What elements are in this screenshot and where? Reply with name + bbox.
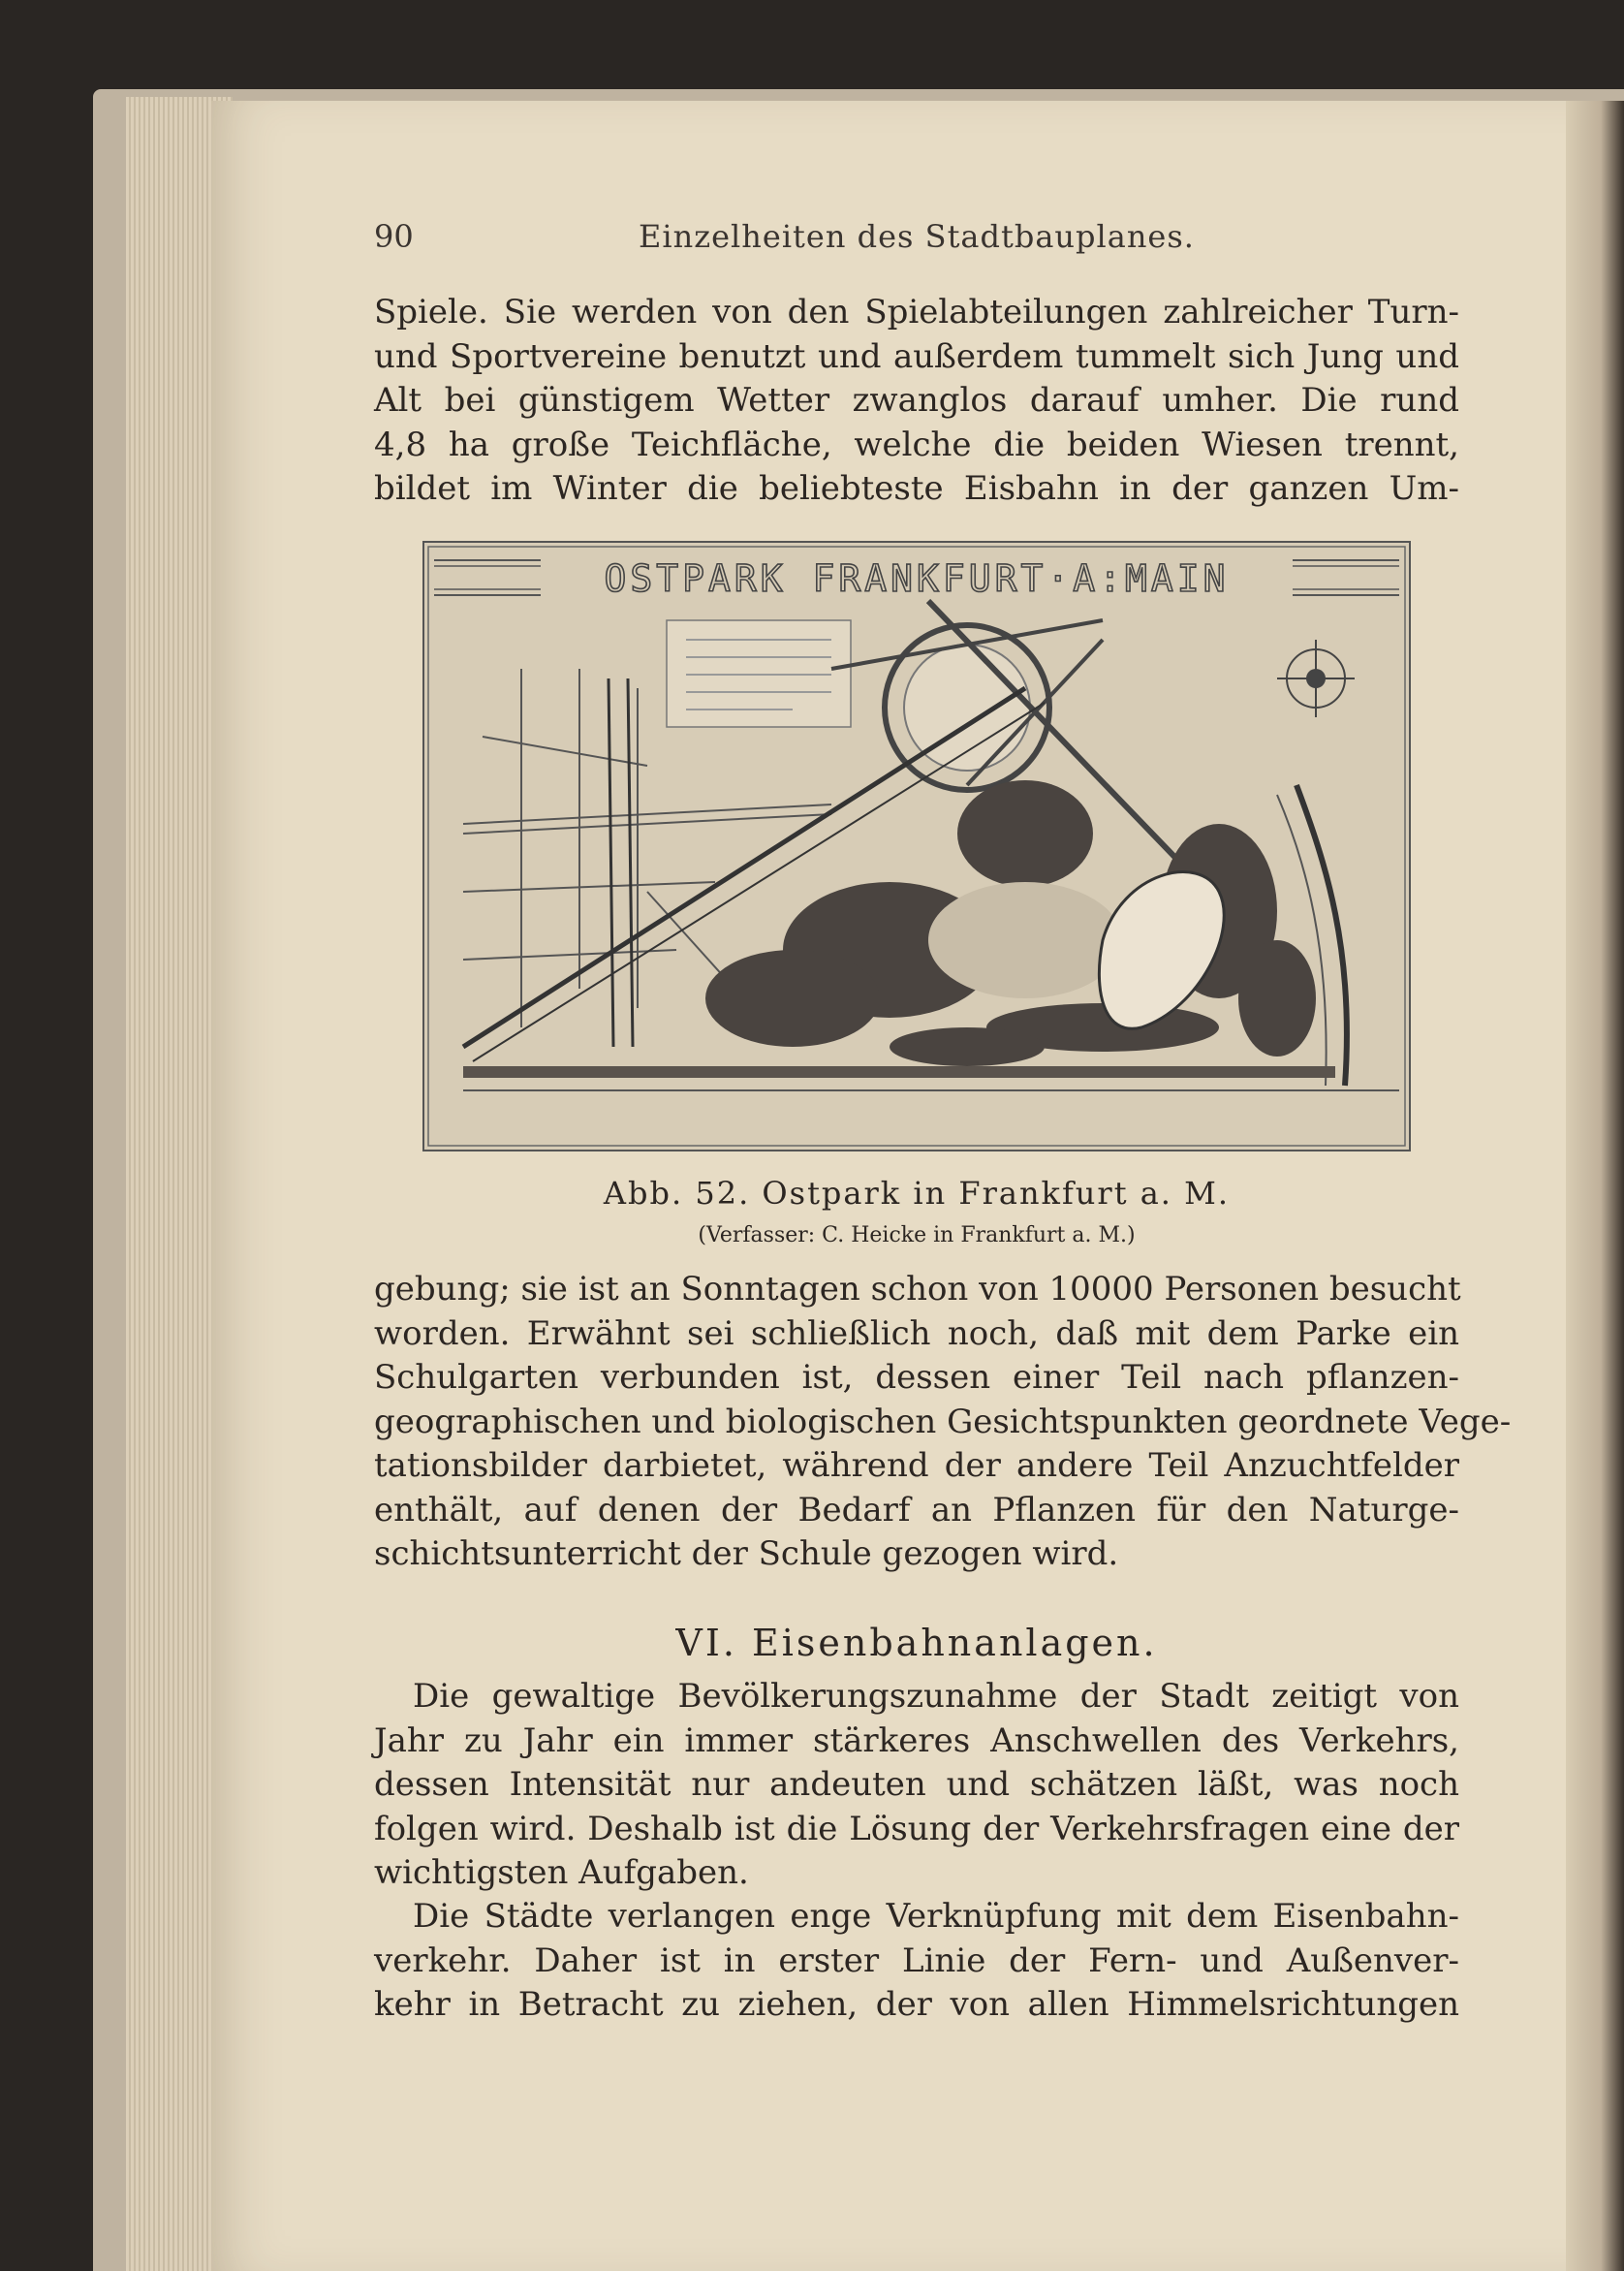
- paragraph-4: [374, 1895, 1459, 2028]
- text-line: Die gewaltige Bevölkerungszunahme der Stadt zeitigt von: [413, 1677, 1459, 1716]
- figure-credit: (Verfasser: C. Heicke in Frankfurt a. M.): [698, 1223, 1136, 1247]
- text-line: folgen wird. Deshalb ist die Lösung der Verkehrsfragen eine der: [374, 1809, 1459, 1848]
- text-line: geographischen und biologischen Gesichtspunkten geordnete Vege-: [374, 1402, 1512, 1441]
- text-line: verkehr. Daher ist in erster Linie der Fern- und Außenver-: [374, 1940, 1459, 1980]
- text-line: enthält, auf denen der Bedarf an Pflanzen für den Naturge-: [374, 1490, 1459, 1530]
- text-line: schichtsunterricht der Schule gezogen wird.: [374, 1534, 1119, 1573]
- text-line: dessen Intensität nur andeuten und schätzen läßt, was noch: [374, 1765, 1459, 1804]
- page-header: [374, 218, 1459, 267]
- park-map-illustration: [424, 543, 1409, 1150]
- text-line: Alt bei günstigem Wetter zwanglos darauf umher. Die rund: [374, 381, 1459, 420]
- text-line: Schulgarten verbunden ist, dessen einer Teil nach pflanzen-: [374, 1358, 1459, 1397]
- paragraph-1: [374, 291, 1459, 512]
- text-line: Die Städte verlangen enge Verknüpfung mit dem Eisenbahn-: [413, 1897, 1459, 1936]
- text-line: tationsbilder darbietet, während der andere Teil Anzuchtfelder: [374, 1446, 1459, 1485]
- figure-caption: Abb. 52. Ostpark in Frankfurt a. M.: [603, 1175, 1231, 1212]
- text-line: kehr in Betracht zu ziehen, der von allen Himmelsrichtungen: [374, 1985, 1459, 2024]
- page-number: 90: [374, 218, 414, 255]
- text-line: bildet im Winter die beliebteste Eisbahn in der ganzen Um-: [374, 469, 1459, 508]
- text-line: und Sportvereine benutzt und außerdem tummelt sich Jung und: [374, 336, 1459, 376]
- text-line: Jahr zu Jahr ein immer stärkeres Anschwellen des Verkehrs,: [374, 1720, 1459, 1760]
- text-line: wichtigsten Aufgaben.: [374, 1853, 749, 1892]
- paragraph-3: [374, 1675, 1459, 1896]
- map-title: OSTPARK FRANKFURT·A:MAIN: [604, 557, 1230, 600]
- text-line: gebung; sie ist an Sonntagen schon von 10000 Personen besucht: [374, 1270, 1461, 1309]
- page-gutter: [1566, 101, 1624, 2271]
- section-heading: VI. Eisenbahnanlagen.: [675, 1622, 1158, 1664]
- paragraph-2: [374, 1268, 1512, 1577]
- running-head: Einzelheiten des Stadtbauplanes.: [639, 218, 1195, 255]
- text-line: Spiele. Sie werden von den Spielabteilungen zahlreicher Turn-: [374, 293, 1459, 331]
- park-map-figure: [422, 541, 1411, 1151]
- text-line: 4,8 ha große Teichfläche, welche die beiden Wiesen trennt,: [374, 425, 1459, 464]
- text-line: worden. Erwähnt sei schließlich noch, daß mit dem Parke ein: [374, 1313, 1459, 1353]
